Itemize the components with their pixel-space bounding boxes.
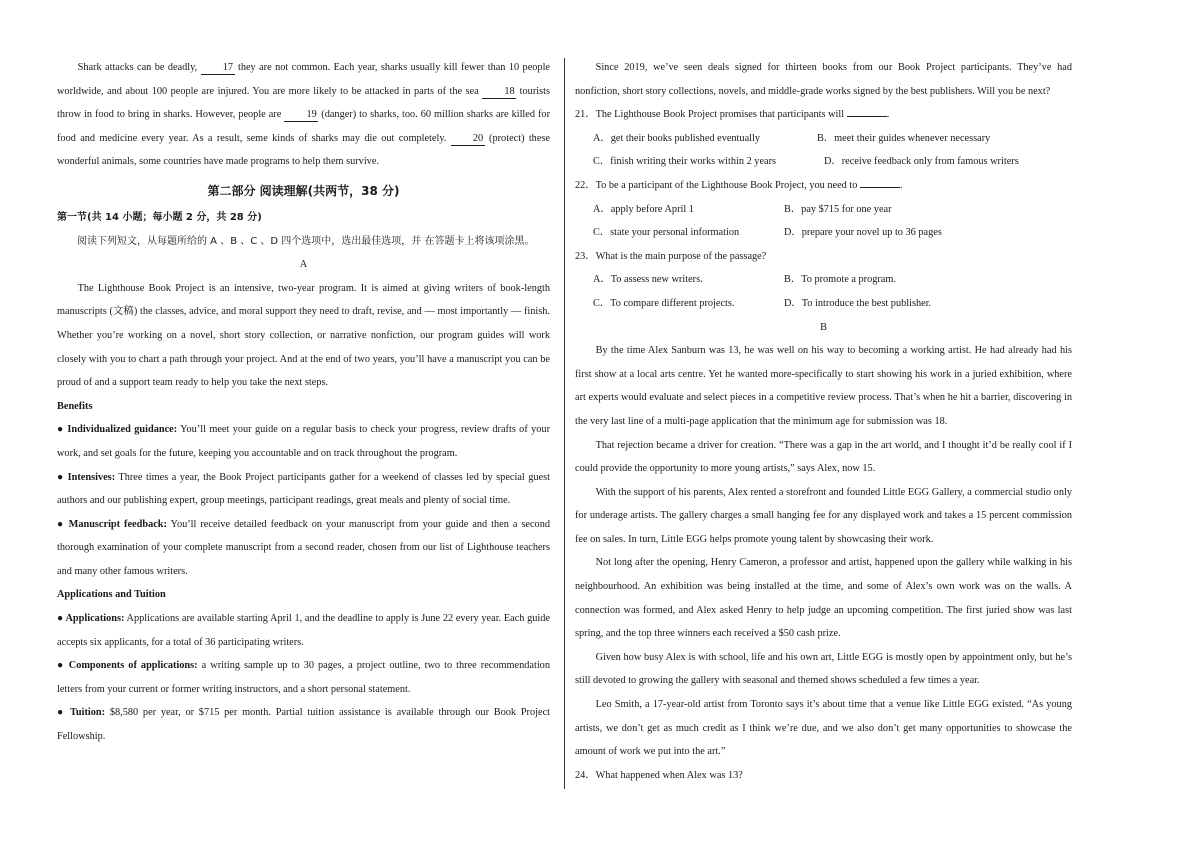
subsection-title: 第一节(共 14 小题；每小题 2 分，共 28 分) [57,211,262,223]
right-column [575,56,1072,787]
option-d[interactable]: D．receive feedback only from famous writers [824,156,1019,168]
applications-heading: Applications and Tuition [57,589,166,601]
passage-b-paragraph: With the support of his parents, Alex rented a storefront and founded Little EGG Gallery, a commercial studio only for underage artists. The gallery charges a small hanging fee for any displayed work and takes a 15 percent commission fee on sales. In turn, Little EGG helps promote young talent by showcasing their work. [575,486,1072,545]
benefits-heading: Benefits [57,400,93,412]
cloze-text: (danger) to sharks, too. 60 million sharks are killed for food and medicine every year. As a result, seme kinds of sharks may die out completely. [57,109,551,144]
options-row [575,221,1072,245]
benefit-label: ● Individualized guidance: [57,424,178,436]
option-a[interactable]: A．To assess new writers. [593,274,703,286]
passage-a-label: A [299,259,308,271]
option-c[interactable]: C．finish writing their works within 2 years [593,156,777,168]
column-divider [564,58,565,789]
section-title: 第二部分 阅读理解(共两节，38 分) [207,183,400,198]
blank-18: 18 [482,85,516,99]
instruction-text: 阅读下列短文，从每题所给的 A 、B 、C 、D 四个选项中，选出最佳选项，并 在答题卡上将该项涂黑。 [77,235,535,247]
option-d[interactable]: D．To introduce the best publisher. [784,297,932,309]
passage-b-paragraph: Given how busy Alex is with school, life and his own art, Little EGG is mostly open by appointment only, but he’s still devoted to growing the gallery with seasonal and themed shows scheduled a few times a year. [575,651,1072,687]
option-c[interactable]: C．state your personal information [593,227,740,239]
benefit-text: Three times a year, the Book Project participants gather for a weekend of classes led by special guest authors and our publishing expert, group meetings, participant readings, great meals and plenty of social time. [57,471,550,507]
application-label: ● Tuition: [57,707,106,719]
question-23: 23．What is the main purpose of the passage? [575,250,767,262]
options-row [575,127,1072,151]
application-label: ● Applications: [57,613,125,625]
passage-b-label: B [820,321,827,333]
blank-20: 20 [451,132,485,146]
option-a[interactable]: A．apply before April 1 [593,203,694,215]
option-d[interactable]: D．prepare your novel up to 36 pages [784,227,942,239]
option-c[interactable]: C．To compare different projects. [593,297,735,309]
application-text: Applications are available starting April 1, and the deadline to apply is June 22 every year. Each guide accepts six applicants, for a total of 36 participating writers. [57,613,550,648]
question-24: 24．What happened when Alex was 13? [575,769,743,781]
cloze-text: tourists throw in food to bring in sharks. However, people are [57,85,550,121]
passage-b-paragraph: Leo Smith, a 17-year-old artist from Toronto says it’s about time that a venue like Little EGG existed. “As young artists, we don’t get as much credit as I think we’re due, and we also don’t get many opportunities to showcase the amount of work we put into the art.” [575,699,1072,758]
application-text: $8,580 per year, or $715 per month. Partial tuition assistance is available through our Book Project Fellowship. [57,707,550,743]
answer-blank [847,116,887,117]
options-row [575,292,1072,316]
passage-b-paragraph: By the time Alex Sanburn was 13, he was well on his way to becoming a working artist. He had already had his first show at a local arts centre. Yet he wanted more-specifically to start showing his work in a juried exhibition, where art experts would evaluate and select pieces in a competitive review process. That’s when he hit a barrier, discovering in the very last line of a multi-page application that the minimum age for submission was 18. [575,345,1072,427]
option-a[interactable]: A．get their books published eventually [593,132,761,144]
question-text: 21．The Lighthouse Book Project promises that participants will [575,109,845,121]
option-b[interactable]: B．To promote a program. [784,274,896,286]
benefit-item [57,513,550,584]
application-label: ● Components of applications: [57,660,198,672]
application-text: a writing sample up to 30 pages, a project outline, two to three recommendation letters from your current or former writing instructors, and a short personal statement. [57,660,550,695]
options-row [575,198,1072,222]
passage-b-paragraph: Not long after the opening, Henry Cameron, a professor and artist, happened upon the gallery while walking in his neighbourhood. An exhibition was being installed at the time, and some of Alex’s own work was on the walls. A connection was formed, and Alex asked Henry to help judge an upcoming competition. The first juried show was last spring, and the top three winners each received a $50 cash prize. [575,557,1072,640]
option-b[interactable]: B．meet their guides whenever necessary [817,132,991,144]
options-row [575,150,1072,174]
option-b[interactable]: B．pay $715 for one year [784,203,892,215]
benefit-text: You’ll receive detailed feedback on your manuscript from your guide and then a second thorough examination of your complete manuscript from a second reader, chosen from our list of Lighthouse teachers and many other famous writers. [57,518,550,577]
cloze-text: they are not common. Each year, sharks usually kill fewer than 10 people worldwide, and about 100 people are injured. You are more likely to be attacked in parts of the sea [57,62,550,97]
passage-a-intro: The Lighthouse Book Project is an intensive, two-year program. It is aimed at giving writers of book-length manuscripts (文稿) the classes, advice, and moral support they need to draft, revise, and — most importantly — finish. Whether you’re working on a novel, short story collection, or narrative nonfiction, our program guides will work closely with you to chart a path through your project. And at the end of two years, you’ll have a manuscript you can be proud of and a support team ready to help you take the next steps. [57,282,550,389]
application-item [57,701,550,748]
cloze-text: Shark attacks can be deadly, [77,62,201,73]
benefit-item [57,466,550,513]
passage-a-closing: Since 2019, we’ve seen deals signed for thirteen books from our Book Project participants. They’ve had nonfiction, short story collections, novels, and middle-grade works signed by the best publishers. Will you be next? [575,62,1072,97]
blank-17: 17 [201,61,235,75]
blank-19: 19 [284,108,318,122]
options-row [575,268,1072,292]
question-21: 21．The Lighthouse Book Project promises that participants will . [575,109,890,121]
cloze-paragraph [57,56,550,174]
benefit-item [57,418,550,465]
question-text: 22．To be a participant of the Lighthouse Book Project, you need to [575,179,858,191]
left-column [57,56,550,749]
cloze-text: (protect) these wonderful animals, some countries have made programs to help them survive. [57,132,550,168]
benefit-label: ● Manuscript feedback: [57,518,167,530]
application-item [57,607,550,654]
answer-blank [860,187,900,188]
benefit-label: ● Intensives: [57,471,116,483]
passage-b-paragraph: That rejection became a driver for creation. “There was a gap in the art world, and I thought it’d be really cool if I could provide the opportunity to more young artists,” says Alex, now 15. [575,439,1072,475]
application-item [57,654,550,701]
question-22: 22．To be a participant of the Lighthouse Book Project, you need to . [575,179,903,191]
benefit-text: You’ll meet your guide on a regular basis to check your progress, review drafts of your work, and set goals for the future, keeping you accountable and on track throughout the program. [57,424,550,459]
